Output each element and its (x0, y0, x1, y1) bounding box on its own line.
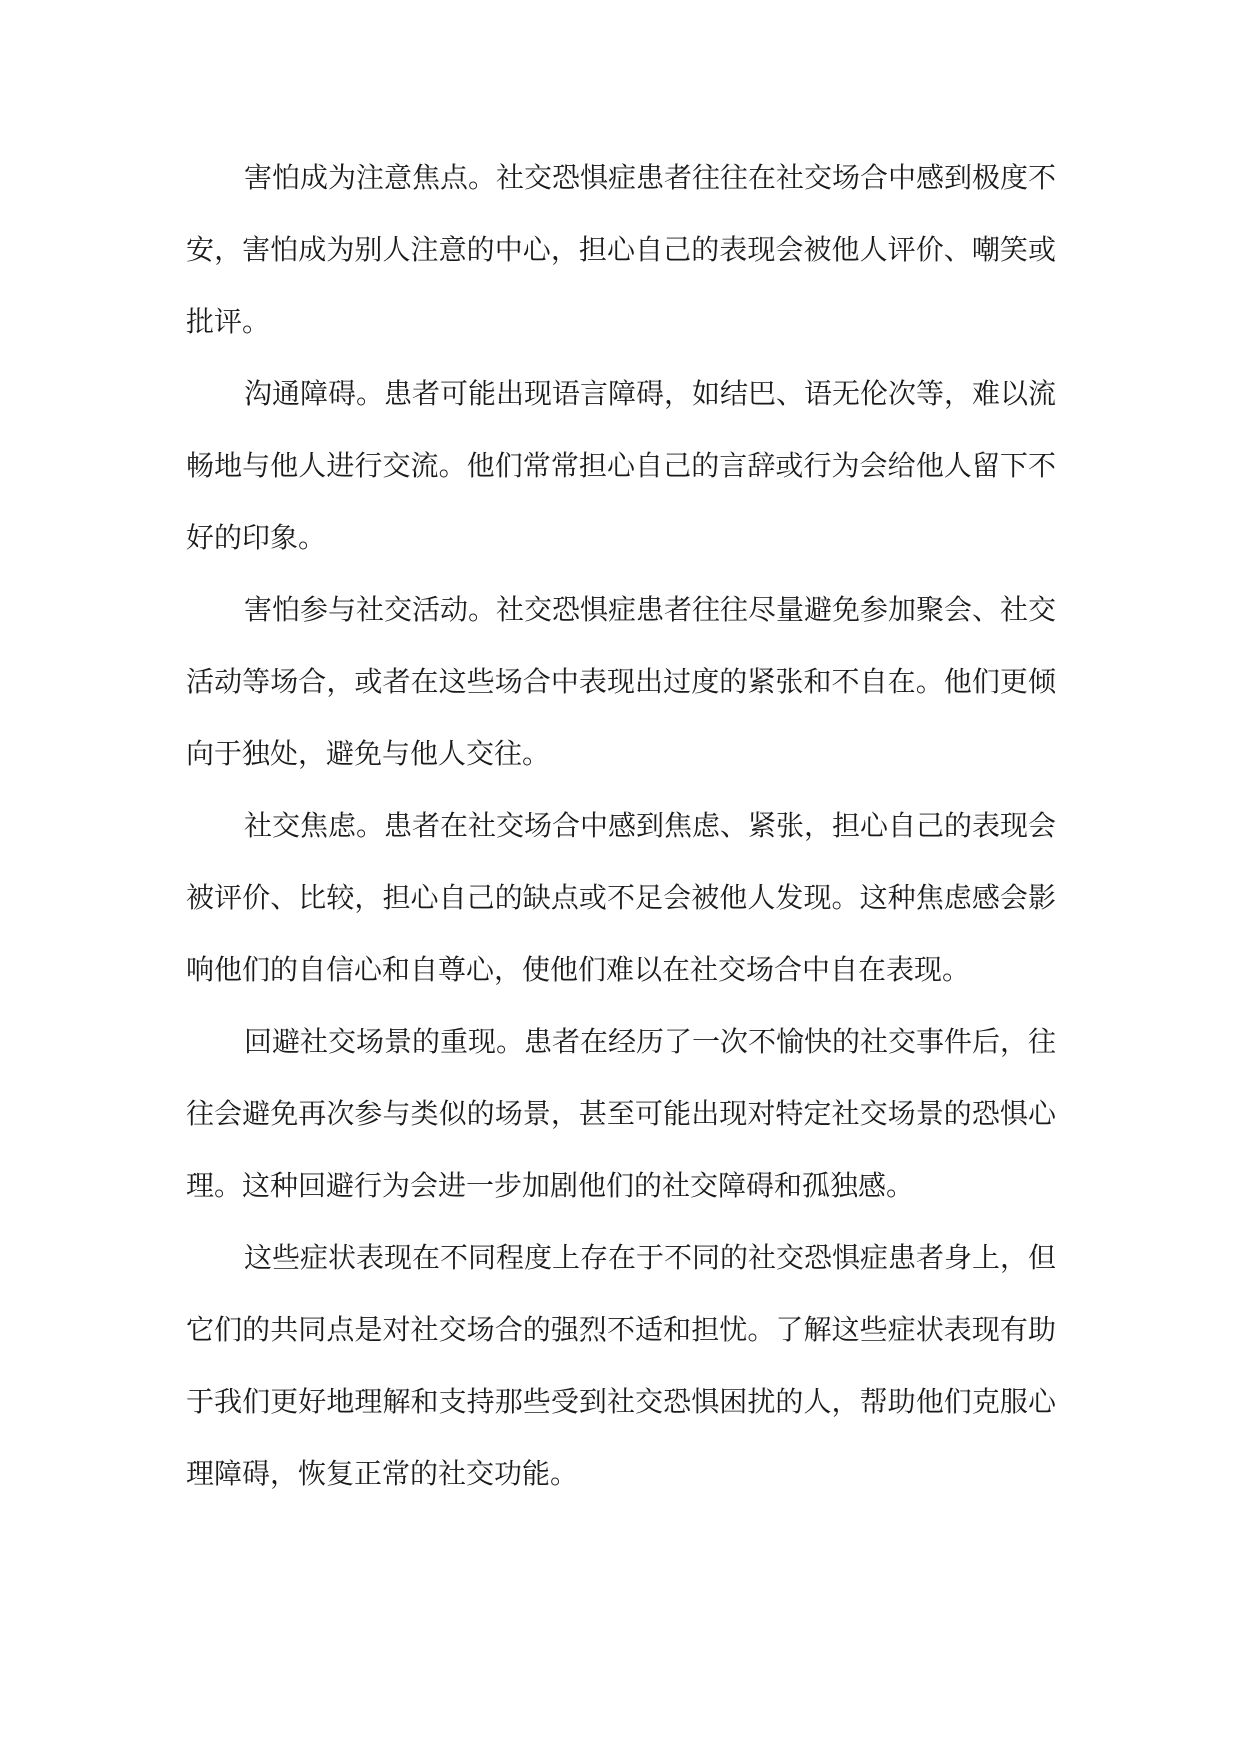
paragraph-summary: 这些症状表现在不同程度上存在于不同的社交恐惧症患者身上，但它们的共同点是对社交场合的强烈不适和担忧。了解这些症状表现有助于我们更好地理解和支持那些受到社交恐惧困扰的人，帮助他们克服心理障碍，恢复正常的社交功能。 (186, 1241, 1057, 1490)
paragraph-social-anxiety: 社交焦虑。患者在社交场合中感到焦虑、紧张，担心自己的表现会被评价、比较，担心自己的缺点或不足会被他人发现。这种焦虑感会影响他们的自信心和自尊心，使他们难以在社交场合中自在表现。 (186, 809, 1057, 986)
paragraph-avoidance: 回避社交场景的重现。患者在经历了一次不愉快的社交事件后，往往会避免再次参与类似的场景，甚至可能出现对特定社交场景的恐惧心理。这种回避行为会进一步加剧他们的社交障碍和孤独感。 (186, 1025, 1057, 1202)
paragraph-communication-barrier: 沟通障碍。患者可能出现语言障碍，如结巴、语无伦次等，难以流畅地与他人进行交流。他们常常担心自己的言辞或行为会给他人留下不好的印象。 (186, 377, 1057, 554)
body-text (186, 142, 1056, 1510)
paragraph-fear-of-attention: 害怕成为注意焦点。社交恐惧症患者往往在社交场合中感到极度不安，害怕成为别人注意的中心，担心自己的表现会被他人评价、嘲笑或批评。 (186, 161, 1057, 338)
paragraph-fear-of-social-activities: 害怕参与社交活动。社交恐惧症患者往往尽量避免参加聚会、社交活动等场合，或者在这些场合中表现出过度的紧张和不自在。他们更倾向于独处，避免与他人交往。 (186, 593, 1057, 770)
